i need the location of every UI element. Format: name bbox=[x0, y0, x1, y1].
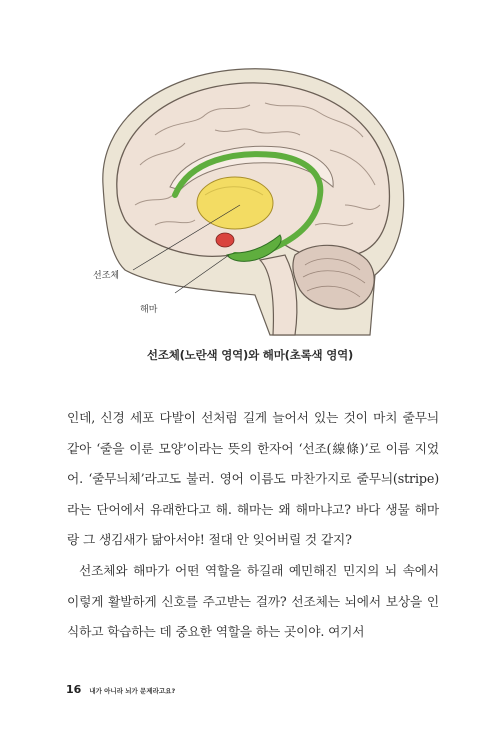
brain-illustration bbox=[95, 55, 415, 345]
page-number: 16 bbox=[66, 683, 82, 696]
running-title: 내가 아니라 뇌가 문제라고요? bbox=[89, 687, 176, 695]
figure-caption: 선조체(노란색 영역)와 해마(초록색 영역) bbox=[146, 348, 354, 362]
label-striatum: 선조체 bbox=[93, 271, 120, 281]
page-footer bbox=[66, 683, 175, 696]
paragraph-1: 인데, 신경 세포 다발이 선처럼 길게 늘어서 있는 것이 마치 줄무늬 같아 ‘줄을 이룬 모양’이라는 뜻의 한자어 ‘선조(線條)’로 이름 지었어. ‘줄무늬체’라고도 불러. 영어 이름도 마찬가지로 줄무늬(stripe)라는 단어에서 유래한다고 해. 해마는 왜 해마냐고? 바다 생물 해마랑 그 생김새가 닮아서야! 절대 안 잊어버릴 것 같지? bbox=[67, 410, 439, 548]
paragraph-2: 선조체와 해마가 어떤 역할을 하길래 예민해진 민지의 뇌 속에서 이렇게 활발하게 신호를 주고받는 걸까? 선조체는 뇌에서 보상을 인식하고 학습하는 데 중요한 역할을 하는 곳이야. 여기서 bbox=[67, 562, 439, 640]
striatum-shape bbox=[197, 177, 273, 229]
label-hippocampus: 해마 bbox=[140, 305, 158, 315]
body-text bbox=[67, 403, 439, 648]
